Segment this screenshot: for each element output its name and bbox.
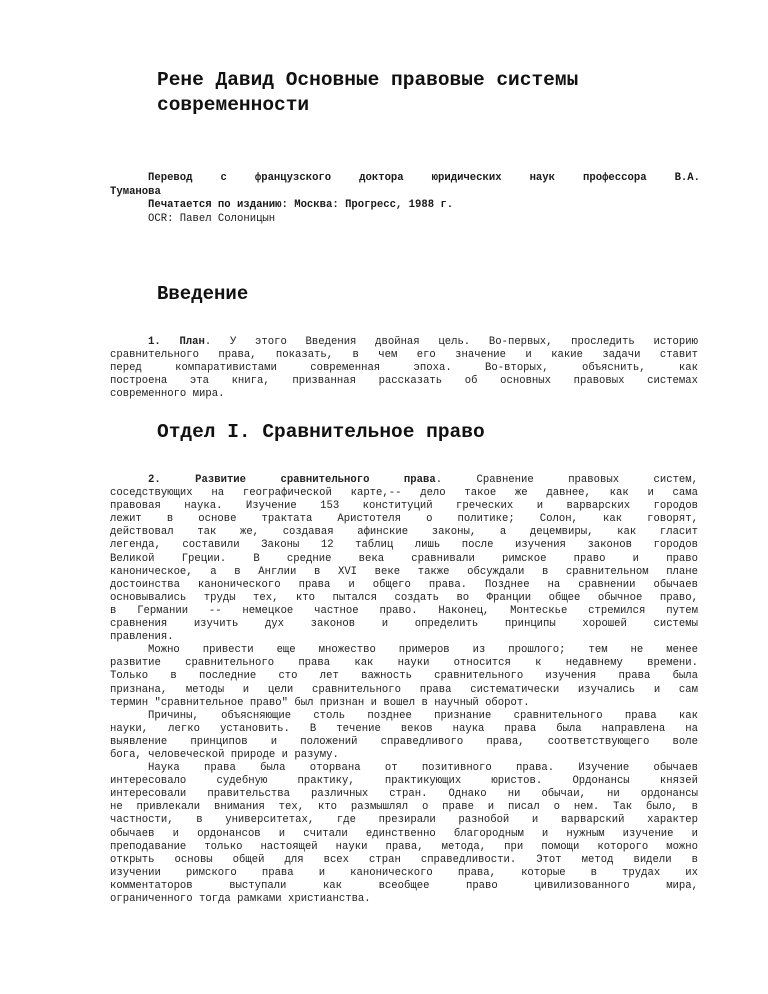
paragraph-line: легенда, составили Законы 12 таблиц лишь после изучения законов городов bbox=[110, 539, 698, 552]
paragraph-line: комментаторов выступали как всеобщее право цивилизованного мира, bbox=[110, 879, 698, 892]
ocr-credit: OCR: Павел Солоницын bbox=[148, 212, 276, 225]
paragraph-line: не привлекали внимания тех, кто размышлял о праве и писал о нем. Так было, в bbox=[110, 801, 698, 814]
paragraph-line: развитие сравнительного права как науки относится к недавнему времени. bbox=[110, 657, 698, 670]
paragraph-line: науки, легко установить. В течение веков наука права была направлена на bbox=[110, 722, 698, 735]
paragraph-line: сравнительного права, показать, в чем его значение и какие задачи ставит bbox=[110, 349, 698, 362]
paragraph-line: ограниченного тогда рамками христианства. bbox=[110, 893, 371, 905]
paragraph-label: 2. Развитие сравнительного права bbox=[148, 474, 436, 486]
document-title bbox=[157, 68, 717, 118]
paragraph-line: лежит в основе трактата Аристотеля о политике; Солон, как говорят, bbox=[110, 513, 698, 526]
paragraph-line: правления. bbox=[110, 631, 174, 644]
paragraph-line: современного мира. bbox=[110, 388, 225, 401]
translation-credit-cont: Туманова bbox=[110, 185, 161, 198]
paragraph-line: открыть основы общей для всех стран справедливости. Этот метод видели в bbox=[110, 853, 698, 866]
paragraph-line: достоинства канонического права и общего права. Позднее на сравнении обычаев bbox=[110, 578, 698, 591]
paragraph-line: каноническое, а в Англии в XVI веке также обсуждали в сравнительном плане bbox=[110, 565, 698, 578]
edition-note: Печатается по изданию: Москва: Прогресс, 1988 г. bbox=[148, 199, 454, 211]
section-body bbox=[110, 474, 698, 906]
paragraph-line: в Германии -- немецкое частное право. Наконец, Монтескье стремился путем bbox=[110, 604, 698, 617]
paragraph-line: сравнения изучить дух законов и определить принципы хорошей системы bbox=[110, 618, 698, 631]
paragraph-line: интересовало судебную практику, практикующих юристов. Ордонансы князей bbox=[110, 775, 698, 788]
paragraph-line: правовая наука. Изучение 153 конституций греческих и варварских городов bbox=[110, 500, 698, 513]
paragraph-line: 1. План. У этого Введения двойная цель. Во-первых, проследить историю bbox=[148, 336, 698, 348]
paragraph-line: частности, в университетах, где презирали разнобой и варварский характер bbox=[110, 814, 698, 827]
paragraph-line: основывались труды тех, кто пытался создать во Франции общее обычное право, bbox=[110, 591, 698, 604]
intro-heading: Введение bbox=[157, 283, 249, 305]
title-line-1: Рене Давид Основные правовые системы bbox=[157, 69, 579, 91]
paragraph-line: Наука права была оторвана от позитивного права. Изучение обычаев bbox=[148, 762, 698, 775]
paragraph-line: соседствующих на географической карте,-- дело такое же давнее, как и сама bbox=[110, 487, 698, 500]
paragraph-line: Можно привести еще множество примеров из прошлого; тем не менее bbox=[148, 644, 698, 657]
document-meta bbox=[110, 172, 700, 226]
paragraph-line: термин "сравнительное право" был признан и вошел в научный оборот. bbox=[110, 696, 530, 709]
translation-credit: Перевод с французского доктора юридических наук профессора В.А. bbox=[148, 172, 700, 184]
paragraph-line: изучении римского права и канонического права, которые в трудах их bbox=[110, 866, 698, 879]
paragraph-plan bbox=[110, 336, 698, 401]
paragraph-line: перед компаративистами современная эпоха. Во-вторых, объяснить, как bbox=[110, 362, 698, 375]
paragraph-line: построена эта книга, призванная рассказать об основных правовых системах bbox=[110, 375, 698, 388]
paragraph-line: бога, человеческой природе и разуму. bbox=[110, 748, 339, 761]
paragraph-label: 1. План bbox=[148, 336, 205, 348]
paragraph-line: признана, методы и цели сравнительного права систематически изучались и сам bbox=[110, 683, 698, 696]
paragraph-line: Великой Греции. В средние века сравнивали римское право и право bbox=[110, 552, 698, 565]
paragraph-line: действовал так же, создавая афинские законы, а децемвиры, как гласит bbox=[110, 526, 698, 539]
paragraph-line: интересовали правительства различных стран. Однако ни обычаи, ни ордонансы bbox=[110, 788, 698, 801]
paragraph-line: выявление принципов и положений справедливого права, соответствующего воле bbox=[110, 735, 698, 748]
paragraph-line: Причины, объясняющие столь позднее признание сравнительного права как bbox=[148, 709, 698, 722]
section-heading: Отдел I. Сравнительное право bbox=[157, 421, 485, 443]
title-line-2: современности bbox=[157, 94, 310, 116]
paragraph-line: 2. Развитие сравнительного права. Сравнение правовых систем, bbox=[148, 474, 698, 486]
paragraph-line: Только в последние сто лет важность сравнительного изучения права была bbox=[110, 670, 698, 683]
paragraph-line: обычаев и ордонансов и считали единственно благородным и нужным изучение и bbox=[110, 827, 698, 840]
paragraph-line: преподавание только настоящей науки права, метода, при помощи которого можно bbox=[110, 840, 698, 853]
